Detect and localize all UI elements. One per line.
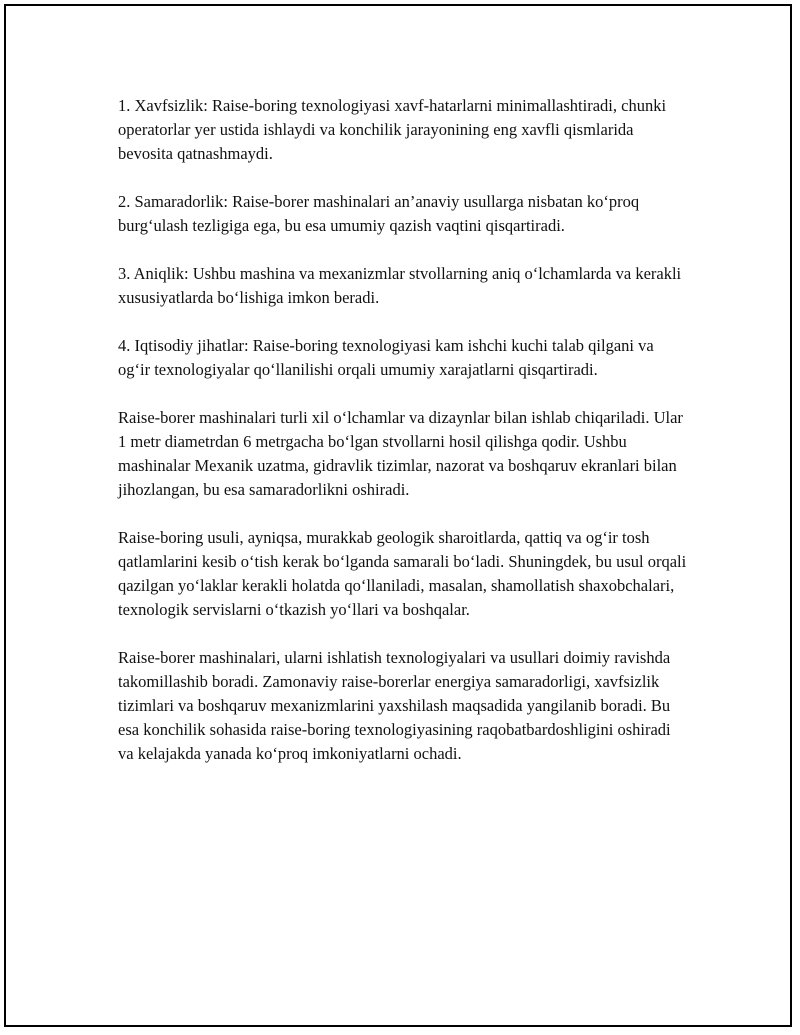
paragraph-safety: 1. Xavfsizlik: Raise-boring texnologiyasi xavf-hatarlarni minimallashtiradi, chunki operatorlar yer ustida ishlaydi va konchilik jarayonining eng xavfli qismlarida bevosita qatnashmaydi.	[118, 96, 667, 163]
paragraph-efficiency: 2. Samaradorlik: Raise-borer mashinalari an’anaviy usullarga nisbatan ko‘proq burg‘ulash tezligiga ega, bu esa umumiy qazish vaqtini qisqartiradi.	[118, 192, 640, 235]
document-body	[118, 94, 688, 790]
paragraph-accuracy: 3. Aniqlik: Ushbu mashina va mexanizmlar stvollarning aniq o‘lchamlarda va kerakli xususiyatlarda bo‘lishiga imkon beradi.	[118, 264, 682, 307]
paragraph-geology: Raise-boring usuli, ayniqsa, murakkab geologik sharoitlarda, qattiq va og‘ir tosh qatlamlarini kesib o‘tish kerak bo‘lganda samarali bo‘ladi. Shuningdek, bu usul orqali qazilgan yo‘laklar kerakli holatda qo‘llaniladi, masalan, shamollatish shaxobchalari, texnologik servislarni o‘tkazish yo‘llari va boshqalar.	[118, 528, 687, 619]
paragraph-economics: 4. Iqtisodiy jihatlar: Raise-boring texnologiyasi kam ishchi kuchi talab qilgani va og‘ir texnologiyalar qo‘llanilishi orqali umumiy xarajatlarni qisqartiradi.	[118, 336, 654, 379]
paragraph-machine-sizes: Raise-borer mashinalari turli xil o‘lchamlar va dizaynlar bilan ishlab chiqariladi. Ular 1 metr diametrdan 6 metrgacha bo‘lgan stvollarni hosil qilishga qodir. Ushbu mashinalar Mexanik uzatma, gidravlik tizimlar, nazorat va boshqaruv ekranlari bilan jihozlangan, bu esa samaradorlikni oshiradi.	[118, 408, 683, 499]
paragraph-improvement: Raise-borer mashinalari, ularni ishlatish texnologiyalari va usullari doimiy ravishda takomillashib boradi. Zamonaviy raise-borerlar energiya samaradorligi, xavfsizlik tizimlari va boshqaruv mexanizmlarini yaxshilash maqsadida yangilanib boradi. Bu esa konchilik sohasida raise-boring texnologiyasining raqobatbardoshligini oshiradi va kelajakda yanada ko‘proq imkoniyatlarni ochadi.	[118, 648, 671, 763]
